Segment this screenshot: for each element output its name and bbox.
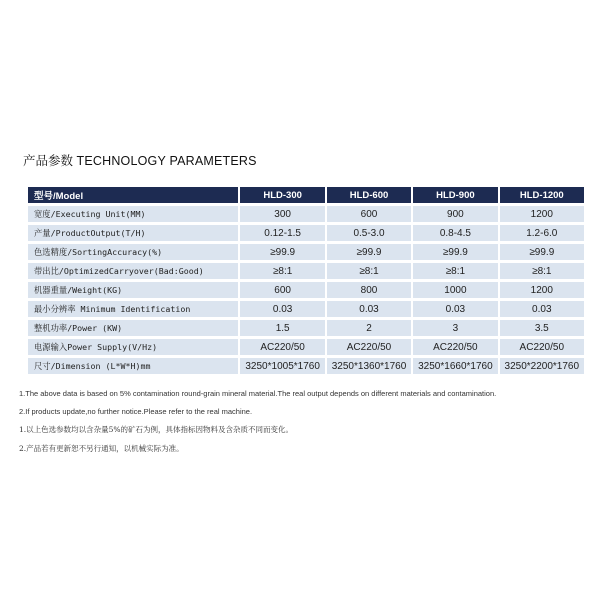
- table-cell: AC220/50: [500, 339, 584, 355]
- row-label: 产量/ProductOutput(T/H): [28, 225, 238, 241]
- table-cell: 3: [413, 320, 497, 336]
- parameters-table: [26, 184, 586, 377]
- table-cell: 3250*1360*1760: [327, 358, 411, 374]
- row-label: 电源输入Power Supply(V/Hz): [28, 339, 238, 355]
- table-cell: 1200: [500, 282, 584, 298]
- column-header: HLD-900: [413, 187, 497, 203]
- table-cell: AC220/50: [413, 339, 497, 355]
- table-cell: 800: [327, 282, 411, 298]
- table-cell: 300: [240, 206, 324, 222]
- heading-cn: 产品参数: [23, 154, 74, 168]
- table-cell: 3250*1660*1760: [413, 358, 497, 374]
- footnotes: [19, 385, 496, 458]
- table-cell: 2: [327, 320, 411, 336]
- table-cell: ≥99.9: [413, 244, 497, 260]
- table-cell: AC220/50: [327, 339, 411, 355]
- table-cell: 1.2-6.0: [500, 225, 584, 241]
- table-cell: 1.5: [240, 320, 324, 336]
- table-cell: ≥8:1: [240, 263, 324, 279]
- table-cell: 0.12-1.5: [240, 225, 324, 241]
- footnote-en-1: 1.The above data is based on 5% contamination round-grain mineral material.The real output depends on different materials and contamination.: [19, 389, 497, 398]
- footnote-en-2: 2.If products update,no further notice.Please refer to the real machine.: [19, 407, 253, 417]
- table-cell: 1000: [413, 282, 497, 298]
- table-header-row: [28, 187, 584, 203]
- table-cell: ≥99.9: [500, 244, 584, 260]
- table-row: [28, 358, 584, 374]
- section-heading: [23, 151, 257, 169]
- table-cell: 0.03: [240, 301, 324, 317]
- table-cell: 0.8-4.5: [413, 225, 497, 241]
- table-row: [28, 263, 584, 279]
- table-cell: ≥99.9: [327, 244, 411, 260]
- row-label: 色选精度/SortingAccuracy(%): [28, 244, 238, 260]
- table-row: [28, 225, 584, 241]
- footnote-cn-1: 1.以上色选参数均以含杂量5%的矿石为例，具体指标因物料及含杂质不同而变化。: [19, 425, 294, 435]
- table-cell: 3250*1005*1760: [240, 358, 324, 374]
- row-label: 机器重量/Weight(KG): [28, 282, 238, 298]
- column-header: 型号/Model: [28, 187, 238, 203]
- table-cell: 3250*2200*1760: [500, 358, 584, 374]
- column-header: HLD-1200: [500, 187, 584, 203]
- table-cell: ≥99.9: [240, 244, 324, 260]
- table-row: [28, 206, 584, 222]
- table-cell: 0.5-3.0: [327, 225, 411, 241]
- table-cell: 900: [413, 206, 497, 222]
- table-row: [28, 244, 584, 260]
- table-row: [28, 339, 584, 355]
- table-cell: AC220/50: [240, 339, 324, 355]
- table-cell: 0.03: [327, 301, 411, 317]
- row-label: 最小分辨率 Minimum Identification: [28, 301, 238, 317]
- column-header: HLD-300: [240, 187, 324, 203]
- table-row: [28, 320, 584, 336]
- row-label: 宽度/Executing Unit(MM): [28, 206, 238, 222]
- table-cell: 3.5: [500, 320, 584, 336]
- column-header: HLD-600: [327, 187, 411, 203]
- table-cell: 0.03: [500, 301, 584, 317]
- row-label: 整机功率/Power (KW): [28, 320, 238, 336]
- table-cell: 0.03: [413, 301, 497, 317]
- row-label: 尺寸/Dimension (L*W*H)mm: [28, 358, 238, 374]
- table-row: [28, 301, 584, 317]
- table-cell: 600: [240, 282, 324, 298]
- footnote-cn-2: 2.产品若有更新恕不另行通知，以机械实际为准。: [19, 443, 184, 453]
- heading-en: TECHNOLOGY PARAMETERS: [76, 154, 257, 168]
- row-label: 带出比/OptimizedCarryover(Bad:Good): [28, 263, 238, 279]
- table-row: [28, 282, 584, 298]
- table-cell: 600: [327, 206, 411, 222]
- table-cell: ≥8:1: [327, 263, 411, 279]
- table-cell: ≥8:1: [413, 263, 497, 279]
- table-cell: ≥8:1: [500, 263, 584, 279]
- table-cell: 1200: [500, 206, 584, 222]
